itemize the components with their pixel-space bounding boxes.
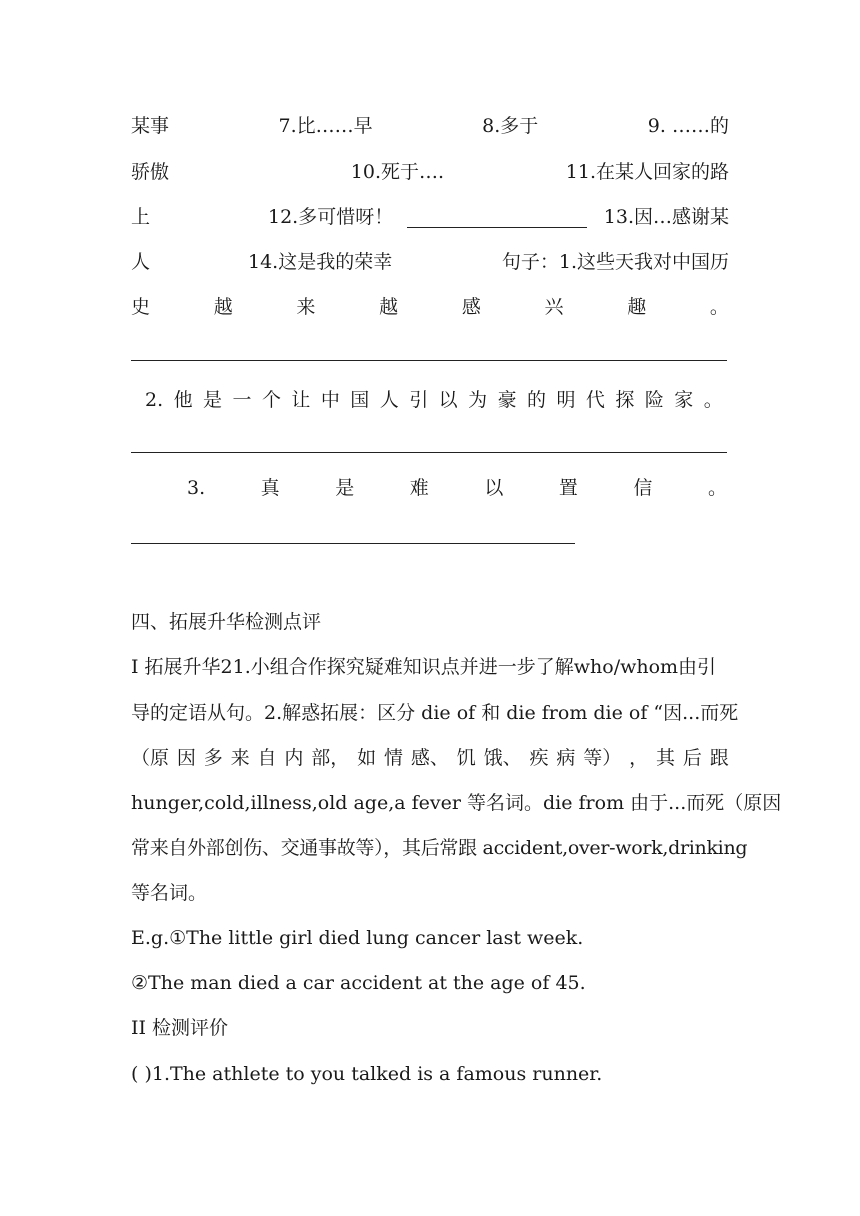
char: 以 <box>438 389 458 411</box>
char: 。 <box>707 477 727 499</box>
char: ， <box>629 747 649 769</box>
char: 中 <box>320 389 340 411</box>
char: 跟 <box>709 747 729 769</box>
char: 一 <box>232 389 252 411</box>
char: 2. <box>145 389 164 411</box>
answer-blank[interactable] <box>407 205 587 228</box>
phrase-text: 7.比……早 <box>278 115 373 137</box>
char: 来 <box>230 747 250 769</box>
char: 代 <box>585 389 605 411</box>
char: 史 <box>131 296 151 318</box>
char: 越 <box>379 296 399 318</box>
sentence-3-line <box>187 472 727 504</box>
char: 因 <box>176 747 196 769</box>
paragraph-line <box>131 742 729 774</box>
answer-line-3[interactable] <box>131 543 575 544</box>
char: 越 <box>213 296 233 318</box>
section-heading: 四、拓展升华检测点评 <box>131 611 322 633</box>
char: 他 <box>173 389 193 411</box>
char: 病 <box>556 747 576 769</box>
char: 饥 <box>456 747 476 769</box>
phrase-text: 11.在某人回家的路 <box>565 161 729 183</box>
char: 部， <box>311 747 350 769</box>
char: 的 <box>527 389 547 411</box>
char: 感、 <box>410 747 449 769</box>
phrase-text: 人 <box>131 251 151 273</box>
paragraph-line: I 拓展升华21.小组合作探究疑难知识点并进一步了解who/whom由引 <box>131 656 717 678</box>
char: 情 <box>384 747 404 769</box>
char: 信 <box>633 477 653 499</box>
char: 感 <box>461 296 481 318</box>
phrase-text: 句子：1.这些天我对中国历 <box>501 251 729 273</box>
char: 。 <box>703 389 723 411</box>
char: 家 <box>674 389 694 411</box>
char: 引 <box>409 389 429 411</box>
char: 兴 <box>544 296 564 318</box>
phrase-line-1 <box>131 110 729 142</box>
example-sentence: ②The man died a car accident at the age of 45. <box>131 972 586 994</box>
char: 内 <box>284 747 304 769</box>
paragraph-line: hunger,cold,illness,old age,a fever 等名词。die from 由于...而死（原因 <box>131 792 782 814</box>
char: 其 <box>656 747 676 769</box>
phrase-line-2 <box>131 156 729 188</box>
paragraph-line: 常来自外部创伤、交通事故等），其后常跟 accident,over-work,drinking <box>131 837 748 859</box>
char: 为 <box>468 389 488 411</box>
char: 让 <box>291 389 311 411</box>
char: 趣 <box>627 296 647 318</box>
phrase-line-3 <box>131 201 729 233</box>
char: 置 <box>558 477 578 499</box>
char: 真 <box>260 477 280 499</box>
char: 后 <box>682 747 702 769</box>
char: 探 <box>615 389 635 411</box>
char: 国 <box>350 389 370 411</box>
char: 疾 <box>529 747 549 769</box>
char: 饿、 <box>483 747 522 769</box>
char: 人 <box>379 389 399 411</box>
char: 明 <box>556 389 576 411</box>
char: 险 <box>644 389 664 411</box>
answer-line-2[interactable] <box>131 452 727 453</box>
char: 来 <box>296 296 316 318</box>
char: 。 <box>709 296 729 318</box>
char: 3. <box>187 477 206 499</box>
char: 豪 <box>497 389 517 411</box>
phrase-text: 13.因…感谢某 <box>603 206 729 228</box>
char: 难 <box>409 477 429 499</box>
char: 多 <box>203 747 223 769</box>
char: 如 <box>357 747 377 769</box>
char: 等） <box>583 747 622 769</box>
sentence-2-line <box>145 384 723 416</box>
example-sentence: E.g.①The little girl died lung cancer last week. <box>131 927 584 949</box>
phrase-text: 12.多可惜呀！ <box>268 206 394 228</box>
paragraph-line: 等名词。 <box>131 882 208 904</box>
char: 是 <box>203 389 223 411</box>
phrase-text: 骄傲 <box>131 161 170 183</box>
sentence-1-line <box>131 291 729 323</box>
char: 是 <box>335 477 355 499</box>
char: （原 <box>131 747 170 769</box>
answer-line-1[interactable] <box>131 360 727 361</box>
phrase-text: 14.这是我的荣幸 <box>248 251 393 273</box>
char: 以 <box>484 477 504 499</box>
question-item: ( )1.The athlete to you talked is a famous runner. <box>131 1063 603 1085</box>
subsection-heading: II 检测评价 <box>131 1017 229 1039</box>
phrase-text: 8.多于 <box>482 115 539 137</box>
phrase-text: 9. ……的 <box>647 115 729 137</box>
paragraph-line: 导的定语从句。2.解惑拓展：区分 die of 和 die from die of “因...而死 <box>131 702 739 724</box>
phrase-text: 某事 <box>131 115 170 137</box>
phrase-text: 10.死于…. <box>350 161 445 183</box>
phrase-text: 上 <box>131 206 151 228</box>
char: 个 <box>261 389 281 411</box>
phrase-line-4 <box>131 246 729 278</box>
char: 自 <box>257 747 277 769</box>
